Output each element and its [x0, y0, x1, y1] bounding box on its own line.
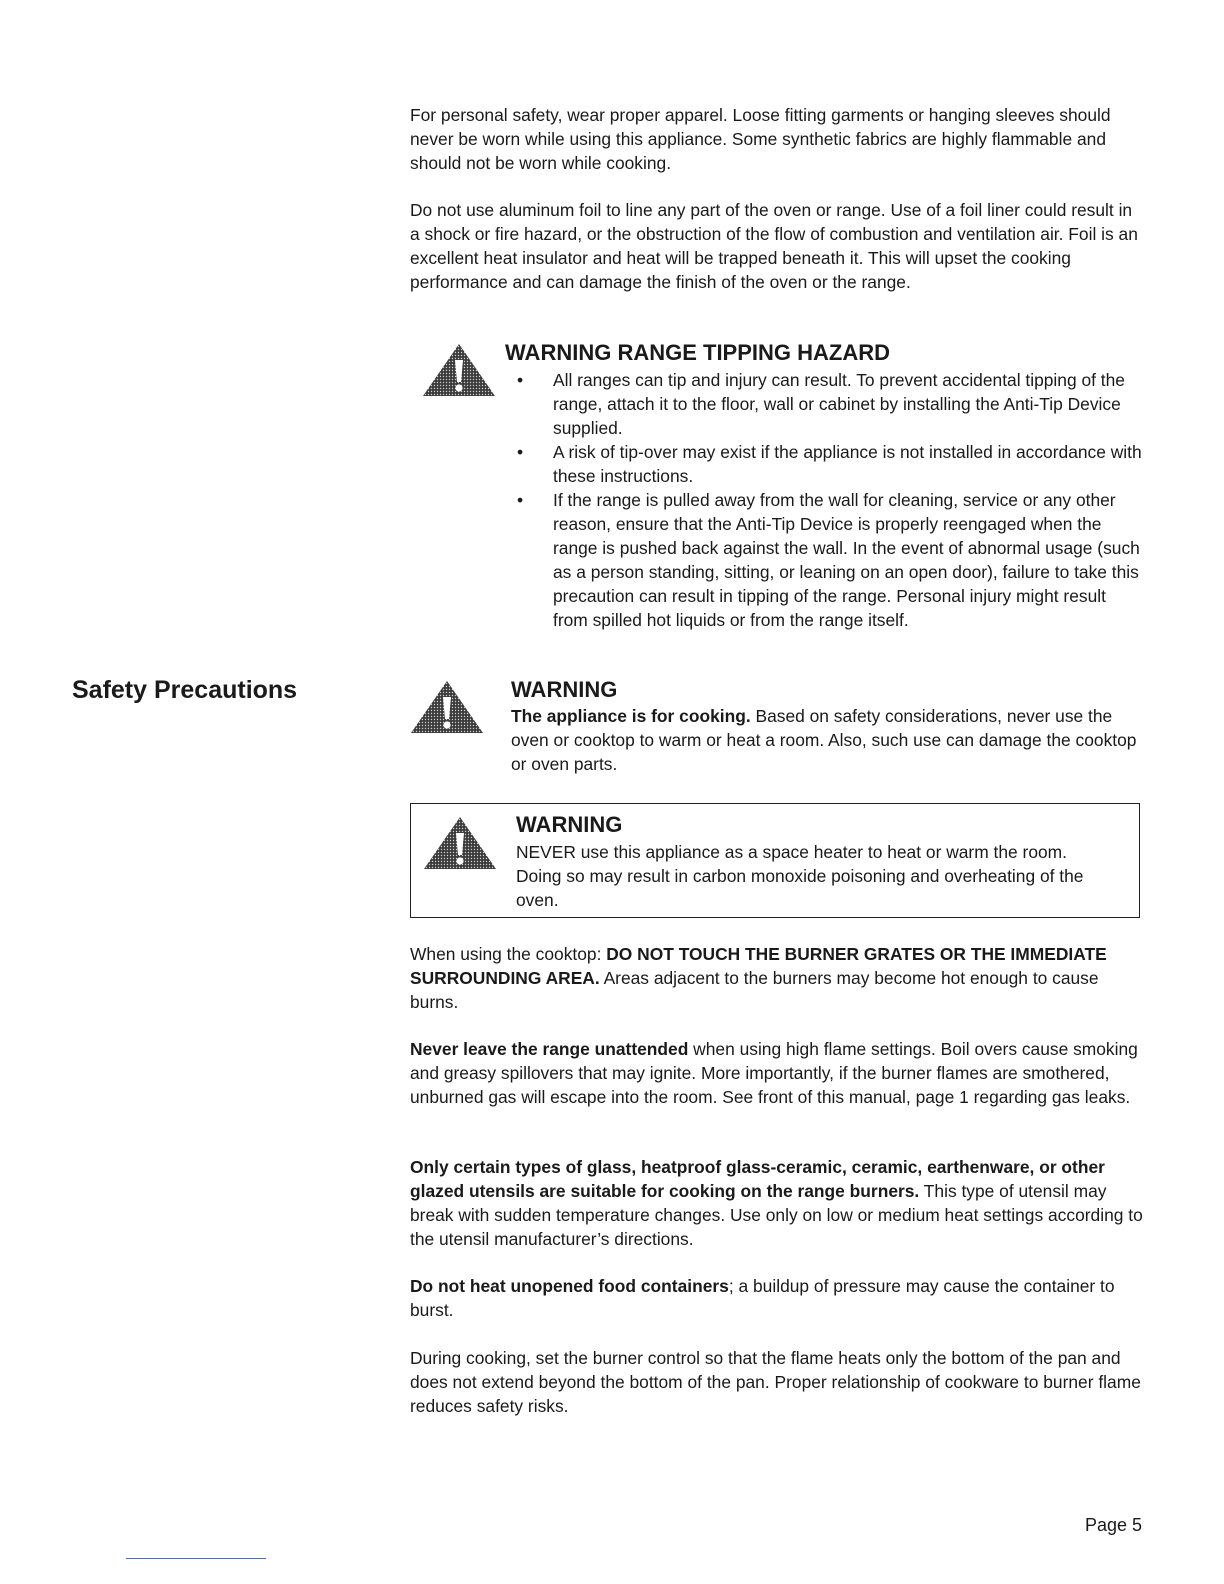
- list-item: • If the range is pulled away from the wall for cleaning, service or any other reason, ensure that the Anti-Tip Device is properly reengaged when the range is pushed back against the wall. In the event of abnormal usage (such as a person standing, sitting, or leaning on an open door), failure to take this precaution can result in tipping of the range. Personal injury might result from spilled hot liquids or from the range itself.: [517, 490, 1140, 630]
- warning-triangle-icon: [409, 679, 485, 735]
- burner-flame-paragraph: During cooking, set the burner control so that the flame heats only the bottom of the pan and does not extend beyond the bottom of the pan. Proper relationship of cookware to burner flame reduces safety risks.: [410, 1348, 1141, 1416]
- cooking-warning-title: WARNING: [511, 677, 618, 702]
- cooking-warning-text: The appliance is for cooking. Based on safety considerations, never use the oven or cooktop to warm or heat a room. Also, such use can damage the cooktop or oven parts.: [511, 706, 1137, 774]
- bullet-mark: •: [517, 490, 524, 510]
- list-item: • All ranges can tip and injury can result. To prevent accidental tipping of the range, attach it to the floor, wall or cabinet by installing the Anti-Tip Device supplied.: [517, 370, 1125, 438]
- unattended-paragraph: Never leave the range unattended when using high flame settings. Boil overs cause smoking and greasy spillovers that may ignite. More importantly, if the burner flames are smothered, unburned gas will escape into the room. See front of this manual, page 1 regarding gas leaks.: [410, 1039, 1138, 1107]
- bullet-mark: •: [517, 370, 524, 390]
- cooktop-paragraph: When using the cooktop: DO NOT TOUCH THE BURNER GRATES OR THE IMMEDIATE SURROUNDING AREA. Areas adjacent to the burners may become hot enough to cause burns.: [410, 944, 1107, 1012]
- heater-warning-title: WARNING: [516, 812, 623, 837]
- foil-paragraph: Do not use aluminum foil to line any part of the oven or range. Use of a foil liner could result in a shock or fire hazard, or the obstruction of the flow of combustion and ventilation air. Foil is an excellent heat insulator and heat will be trapped beneath it. This will upset the cooking performance and can damage the finish of the oven or the range.: [410, 200, 1138, 292]
- footer-rule: [126, 1558, 266, 1559]
- section-title: Safety Precautions: [72, 676, 298, 704]
- warning-triangle-icon: [422, 815, 498, 871]
- warning-triangle-icon: [421, 342, 497, 398]
- tipping-warning-list: [514, 368, 1144, 632]
- bullet-mark: •: [517, 442, 524, 462]
- food-containers-paragraph: Do not heat unopened food containers; a buildup of pressure may cause the container to burst.: [410, 1276, 1115, 1320]
- heater-warning-text: NEVER use this appliance as a space heater to heat or warm the room. Doing so may result in carbon monoxide poisoning and overheating of the oven.: [516, 842, 1084, 910]
- list-item: • A risk of tip-over may exist if the appliance is not installed in accordance with these instructions.: [517, 442, 1142, 486]
- tipping-warning-title: WARNING RANGE TIPPING HAZARD: [505, 340, 890, 365]
- glass-utensils-paragraph: Only certain types of glass, heatproof glass-ceramic, ceramic, earthenware, or other glazed utensils are suitable for cooking on the range burners. This type of utensil may break with sudden temperature changes. Use only on low or medium heat settings according to the utensil manufacturer’s directions.: [410, 1157, 1143, 1249]
- page-number: Page 5: [1084, 1515, 1142, 1535]
- apparel-paragraph: For personal safety, wear proper apparel. Loose fitting garments or hanging sleeves should never be worn while using this appliance. Some synthetic fabrics are highly flammable and should not be worn while cooking.: [410, 105, 1111, 173]
